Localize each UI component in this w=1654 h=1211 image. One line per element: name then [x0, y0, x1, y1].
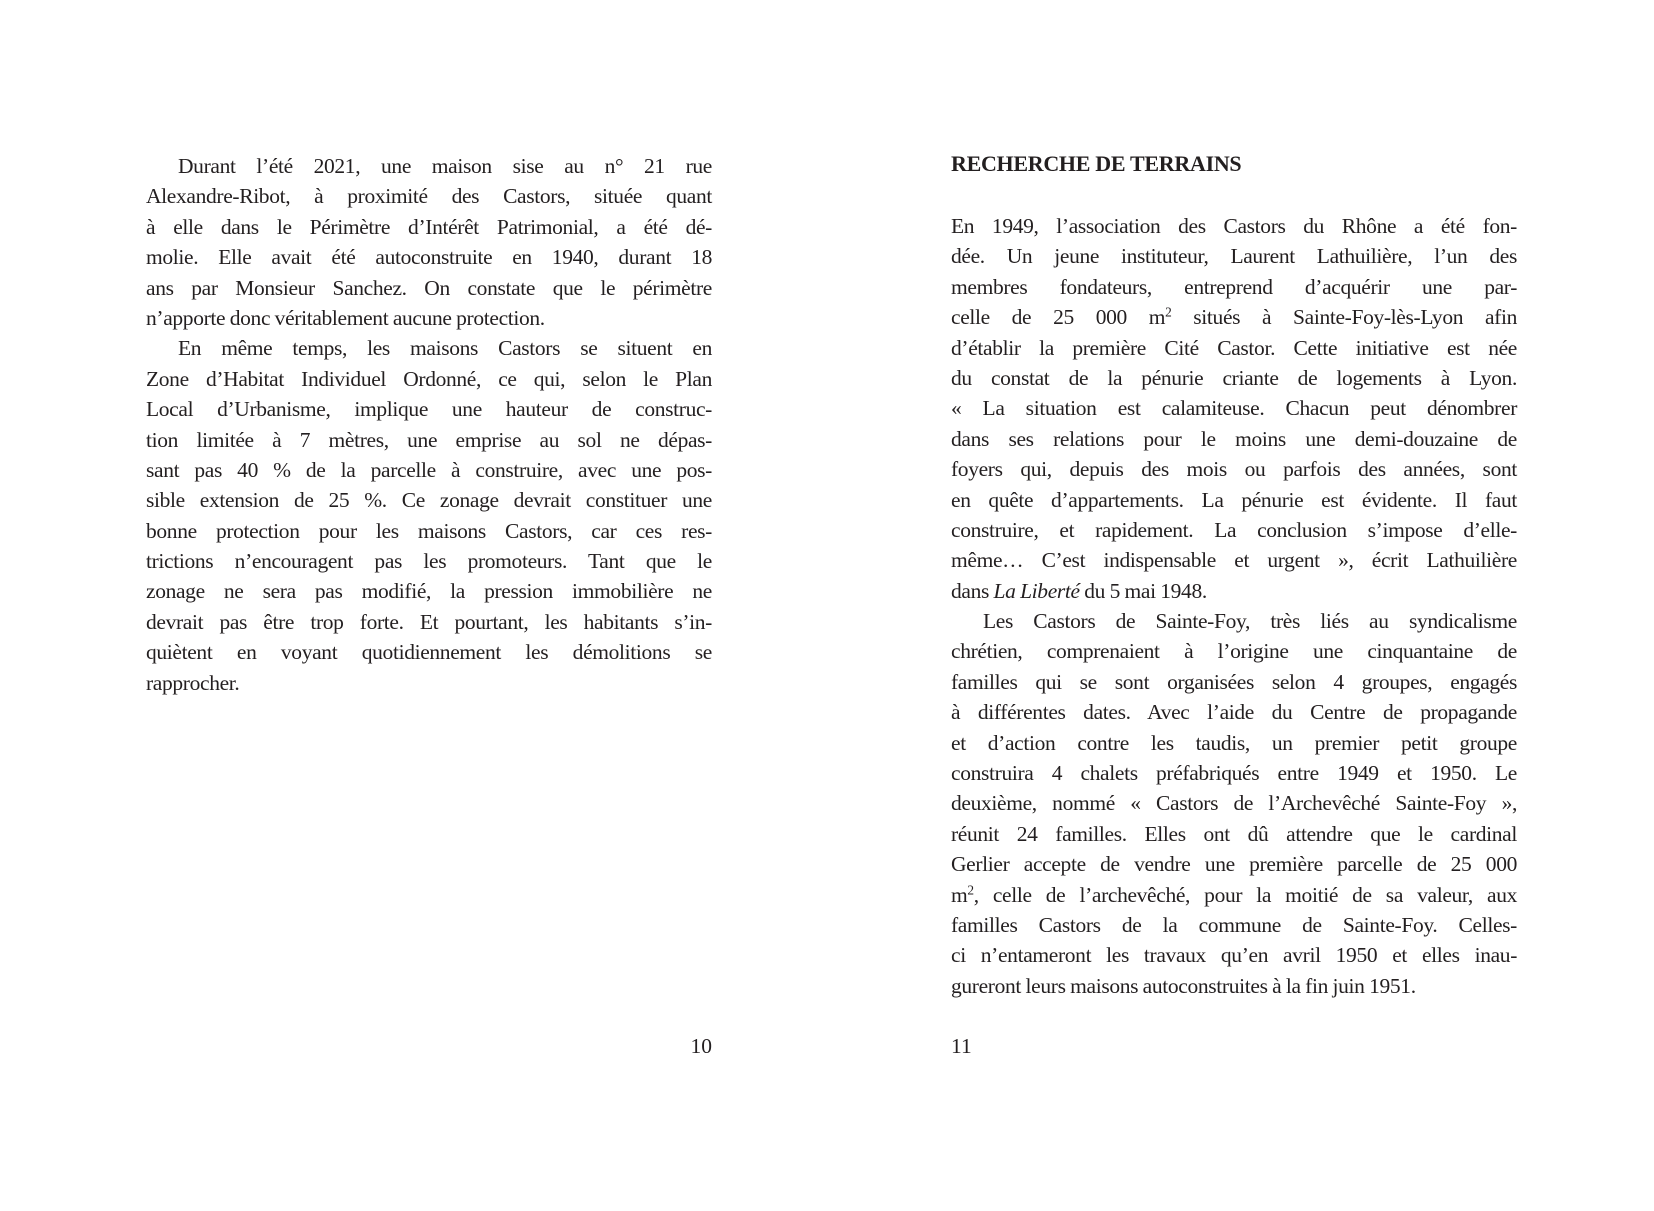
text-segment: foyers qui, depuis des mois ou parfois des années, sont — [951, 457, 1517, 482]
text-line — [951, 515, 1517, 545]
text-segment: familles qui se sont organisées selon 4 groupes, engagés — [951, 669, 1517, 694]
text-segment: Gerlier accepte de vendre une première parcelle de 25 000 — [951, 852, 1517, 877]
text-line — [146, 516, 712, 546]
text-line — [951, 393, 1517, 423]
text-segment: , celle de l’archevêché, pour la moitié de sa valeur, aux — [973, 882, 1517, 907]
text-segment: dée. Un jeune instituteur, Laurent Lathuilière, l’un des — [951, 244, 1517, 269]
text-segment: du constat de la pénurie criante de logements à Lyon. — [951, 365, 1517, 390]
text-line — [146, 546, 712, 576]
text-segment: rapprocher. — [146, 670, 240, 695]
text-line — [146, 181, 712, 211]
text-segment: En 1949, l’association des Castors du Rhône a été fon- — [951, 214, 1517, 238]
text-segment: m — [951, 882, 968, 907]
text-line — [951, 819, 1517, 849]
text-segment: bonne protection pour les maisons Castors, car ces res- — [146, 518, 712, 543]
text-line — [146, 364, 712, 394]
text-segment: dans — [951, 578, 994, 603]
text-segment: du 5 mai 1948. — [1079, 578, 1207, 603]
text-line — [951, 485, 1517, 515]
text-line — [951, 272, 1517, 302]
text-segment: quiètent en voyant quotidiennement les démolitions se — [146, 640, 712, 665]
text-line — [146, 273, 712, 303]
text-line — [146, 668, 712, 698]
text-segment: molie. Elle avait été autoconstruite en 1940, durant 18 — [146, 245, 712, 270]
right-page-body — [951, 211, 1517, 1001]
text-segment: sible extension de 25 %. Ce zonage devrait constituer une — [146, 488, 712, 513]
text-segment: Durant l’été 2021, une maison sise au n° 21 rue — [178, 154, 712, 178]
text-line — [146, 151, 712, 181]
text-line — [951, 849, 1517, 879]
text-line — [951, 758, 1517, 788]
text-segment: construira 4 chalets préfabriqués entre 1949 et 1950. Le — [951, 761, 1517, 786]
text-line — [951, 363, 1517, 393]
page-number-left: 10 — [690, 1034, 712, 1058]
text-segment: trictions n’encouragent pas les promoteurs. Tant que le — [146, 549, 712, 574]
text-segment: En même temps, les maisons Castors se situent en — [178, 336, 712, 361]
superscript: 2 — [1165, 304, 1172, 320]
text-line — [146, 485, 712, 515]
text-segment: dans ses relations pour le moins une demi-douzaine de — [951, 426, 1517, 451]
text-line — [146, 607, 712, 637]
text-segment: zonage ne sera pas modifié, la pression immobilière ne — [146, 579, 712, 604]
text-line — [951, 636, 1517, 666]
left-page-body — [146, 151, 712, 698]
text-segment: gureront leurs maisons autoconstruites à la fin juin 1951. — [951, 973, 1416, 998]
text-segment: réunit 24 familles. Elles ont dû attendre que le cardinal — [951, 821, 1517, 846]
text-segment: « La situation est calamiteuse. Chacun peut dénombrer — [951, 396, 1517, 421]
text-line — [951, 910, 1517, 940]
text-line — [146, 333, 712, 363]
text-segment: ci n’entameront les travaux qu’en avril 1950 et elles inau- — [951, 943, 1517, 968]
paragraph — [146, 151, 712, 333]
text-line — [951, 606, 1517, 636]
paragraph — [146, 333, 712, 698]
text-line — [146, 303, 712, 333]
text-line — [951, 454, 1517, 484]
text-segment: à différentes dates. Avec l’aide du Centre de propagande — [951, 700, 1517, 725]
paragraph — [951, 211, 1517, 606]
text-line — [951, 880, 1517, 910]
text-segment: à elle dans le Périmètre d’Intérêt Patrimonial, a été dé- — [146, 214, 712, 239]
italic-title: La Liberté — [993, 578, 1080, 603]
superscript: 2 — [967, 882, 974, 898]
text-line — [951, 424, 1517, 454]
section-heading: RECHERCHE DE TERRAINS — [951, 151, 1242, 176]
text-line — [951, 333, 1517, 363]
text-line — [951, 971, 1517, 1001]
text-line — [951, 788, 1517, 818]
text-segment: devrait pas être trop forte. Et pourtant, les habitants s’in- — [146, 609, 712, 634]
text-line — [146, 242, 712, 272]
text-segment: même… C’est indispensable et urgent », écrit Lathuilière — [951, 548, 1517, 573]
text-line — [146, 212, 712, 242]
text-line — [951, 545, 1517, 575]
text-line — [951, 576, 1517, 606]
text-segment: sant pas 40 % de la parcelle à construire, avec une pos- — [146, 457, 712, 482]
text-line — [146, 637, 712, 667]
text-line — [146, 394, 712, 424]
text-segment: ans par Monsieur Sanchez. On constate que le périmètre — [146, 275, 712, 300]
text-segment: familles Castors de la commune de Sainte-Foy. Celles- — [951, 912, 1517, 937]
text-segment: situés à Sainte-Foy-lès-Lyon afin — [1171, 305, 1517, 330]
text-segment: celle de 25 000 m — [951, 305, 1166, 330]
text-line — [951, 211, 1517, 241]
text-segment: membres fondateurs, entreprend d’acquérir une par- — [951, 274, 1517, 299]
text-segment: Zone d’Habitat Individuel Ordonné, ce qui, selon le Plan — [146, 366, 712, 391]
text-segment: n’apporte donc véritablement aucune protection. — [146, 305, 545, 330]
text-line — [951, 667, 1517, 697]
text-segment: Local d’Urbanisme, implique une hauteur de construc- — [146, 397, 712, 422]
text-segment: en quête d’appartements. La pénurie est évidente. Il faut — [951, 487, 1517, 512]
text-segment: Les Castors de Sainte-Foy, très liés au syndicalisme — [983, 609, 1517, 634]
text-segment: Alexandre-Ribot, à proximité des Castors, située quant — [146, 184, 712, 209]
page-number-right: 11 — [951, 1034, 972, 1058]
text-segment: chrétien, comprenaient à l’origine une cinquantaine de — [951, 639, 1517, 664]
text-segment: et d’action contre les taudis, un premier petit groupe — [951, 730, 1517, 755]
text-line — [146, 455, 712, 485]
text-line — [951, 697, 1517, 727]
text-line — [951, 241, 1517, 271]
paragraph — [951, 606, 1517, 1001]
text-line — [146, 425, 712, 455]
text-line — [146, 576, 712, 606]
text-segment: d’établir la première Cité Castor. Cette initiative est née — [951, 335, 1517, 360]
text-line — [951, 302, 1517, 332]
text-segment: deuxième, nommé « Castors de l’Archevêché Sainte-Foy », — [951, 791, 1517, 816]
text-line — [951, 940, 1517, 970]
text-segment: construire, et rapidement. La conclusion s’impose d’elle- — [951, 517, 1517, 542]
text-segment: tion limitée à 7 mètres, une emprise au sol ne dépas- — [146, 427, 712, 452]
text-line — [951, 728, 1517, 758]
